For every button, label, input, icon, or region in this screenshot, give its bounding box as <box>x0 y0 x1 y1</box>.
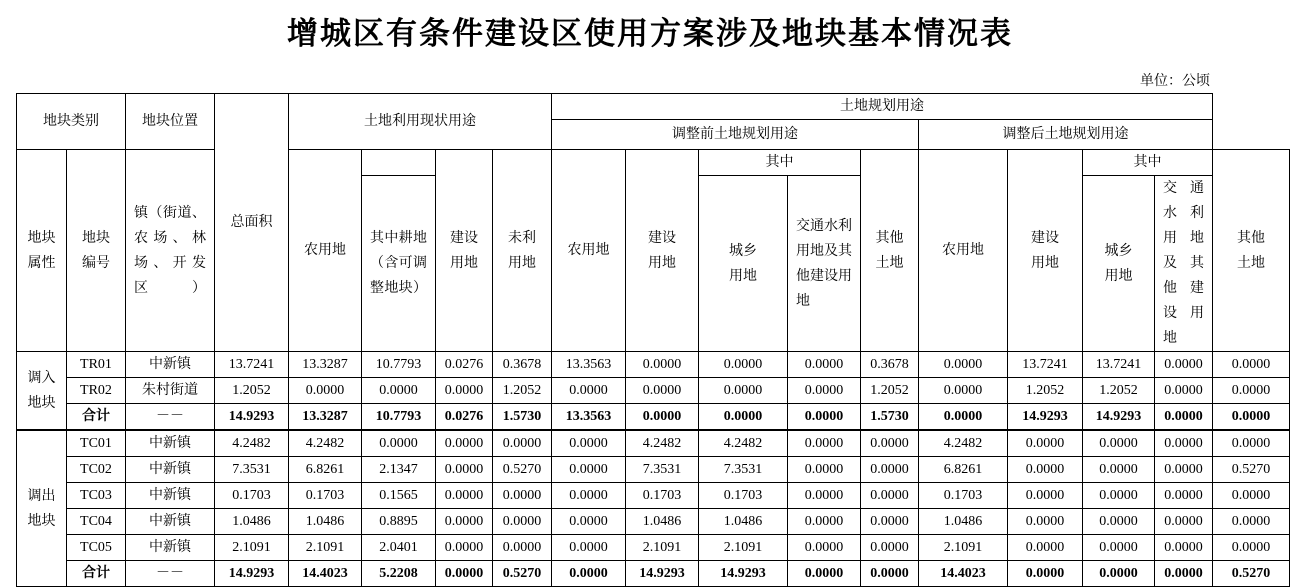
header-cultivated: 其中耕地（含可调整地块） <box>362 176 436 352</box>
cell-value: 0.0276 <box>436 404 493 431</box>
cell-value: 0.0000 <box>362 430 436 457</box>
cell-value: 0.3678 <box>493 352 552 378</box>
cell-value: 0.0000 <box>493 509 552 535</box>
header-after-construction: 建设用地 <box>1008 150 1083 352</box>
cell-value: 0.1703 <box>626 483 699 509</box>
cell-value: 0.0000 <box>1155 352 1213 378</box>
cell-value: 0.0000 <box>1155 535 1213 561</box>
cell-value: 13.3287 <box>289 352 362 378</box>
header-total-area: 总面积 <box>215 94 289 352</box>
cell-value: 1.0486 <box>699 509 788 535</box>
cell-value: 1.0486 <box>919 509 1008 535</box>
cell-value: 0.0000 <box>552 535 626 561</box>
cell-value: 0.0000 <box>861 509 919 535</box>
cell-value: 0.0000 <box>552 561 626 587</box>
parcel-town: 朱村街道 <box>126 378 215 404</box>
header-current-agri: 农用地 <box>289 150 362 352</box>
cell-value: 0.0000 <box>699 378 788 404</box>
table-total-row <box>17 404 1290 431</box>
header-code: 地块编号 <box>67 150 126 352</box>
header-planned-use: 土地规划用途 <box>552 94 1213 120</box>
parcel-code: TR01 <box>67 352 126 378</box>
cell-value: 0.0000 <box>1155 430 1213 457</box>
cell-value: 1.2052 <box>493 378 552 404</box>
table-row <box>17 352 1290 378</box>
cell-value: 0.0000 <box>1155 378 1213 404</box>
cell-value: 13.7241 <box>215 352 289 378</box>
parcel-town: 中新镇 <box>126 509 215 535</box>
cell-value: 0.5270 <box>1213 457 1290 483</box>
table-header <box>17 94 1290 352</box>
cell-value: 0.0000 <box>788 457 861 483</box>
group-label: 调入地块 <box>17 352 67 431</box>
group-label: 调出地块 <box>17 430 67 587</box>
cell-value: 0.0000 <box>861 430 919 457</box>
cell-value: 1.5730 <box>493 404 552 431</box>
cell-value: 1.2052 <box>1083 378 1155 404</box>
cell-value: 7.3531 <box>699 457 788 483</box>
cell-value: 0.0000 <box>626 378 699 404</box>
table-row <box>17 457 1290 483</box>
cell-value: 0.0000 <box>1213 535 1290 561</box>
parcel-code: TC05 <box>67 535 126 561</box>
table-total-row <box>17 561 1290 587</box>
cell-value: 2.1091 <box>289 535 362 561</box>
cell-value: 7.3531 <box>215 457 289 483</box>
cell-value: 4.2482 <box>626 430 699 457</box>
cell-value: 0.0000 <box>788 430 861 457</box>
cell-value: 0.0000 <box>493 430 552 457</box>
table-body <box>17 352 1290 587</box>
cell-value: 2.1091 <box>919 535 1008 561</box>
cell-value: 13.7241 <box>1008 352 1083 378</box>
cell-value: 0.0276 <box>436 352 493 378</box>
table-row <box>17 535 1290 561</box>
cell-value: 0.0000 <box>552 483 626 509</box>
parcel-code: 合计 <box>67 404 126 431</box>
cell-value: 14.9293 <box>1008 404 1083 431</box>
cell-value: 0.0000 <box>493 483 552 509</box>
cell-value: 2.1091 <box>626 535 699 561</box>
cell-value: 13.3287 <box>289 404 362 431</box>
header-before-among: 其中 <box>699 150 861 176</box>
header-after-agri: 农用地 <box>919 150 1008 352</box>
cell-value: 6.8261 <box>289 457 362 483</box>
cell-value: 0.0000 <box>552 430 626 457</box>
cell-value: 1.2052 <box>215 378 289 404</box>
cell-value: 0.0000 <box>436 430 493 457</box>
header-before-agri: 农用地 <box>552 150 626 352</box>
cell-value: 10.7793 <box>362 404 436 431</box>
table-row <box>17 509 1290 535</box>
cell-value: 14.9293 <box>699 561 788 587</box>
table-row <box>17 483 1290 509</box>
header-after-transport: 交通水利用地及其他建设用地 <box>1155 176 1213 352</box>
cell-value: 0.0000 <box>788 561 861 587</box>
cell-value: 2.1091 <box>215 535 289 561</box>
cell-value: 0.0000 <box>699 404 788 431</box>
cell-value: 14.9293 <box>215 404 289 431</box>
cell-value: 1.0486 <box>626 509 699 535</box>
cell-value: 0.1703 <box>699 483 788 509</box>
header-parcel-location: 地块位置 <box>126 94 215 150</box>
cell-value: 0.0000 <box>1155 561 1213 587</box>
parcel-code: TC03 <box>67 483 126 509</box>
cell-value: 0.0000 <box>1155 457 1213 483</box>
cell-value: 14.9293 <box>626 561 699 587</box>
cell-value: 10.7793 <box>362 352 436 378</box>
cell-value: 0.0000 <box>1008 457 1083 483</box>
cell-value: 0.0000 <box>1155 483 1213 509</box>
cell-value: 0.0000 <box>436 378 493 404</box>
cell-value: 0.0000 <box>919 404 1008 431</box>
cell-value: 0.0000 <box>493 535 552 561</box>
parcel-town: 中新镇 <box>126 457 215 483</box>
cell-value: 0.0000 <box>861 483 919 509</box>
cell-value: 4.2482 <box>699 430 788 457</box>
cell-value: 0.0000 <box>436 535 493 561</box>
header-town: 镇（街道、农场、林场、开发区） <box>126 150 215 352</box>
cell-value: 0.5270 <box>493 457 552 483</box>
cell-value: 0.0000 <box>1213 483 1290 509</box>
cell-value: 0.0000 <box>861 561 919 587</box>
cell-value: 0.0000 <box>699 352 788 378</box>
cell-value: 1.0486 <box>289 509 362 535</box>
cell-value: 0.0000 <box>788 352 861 378</box>
parcel-town: －－ <box>126 404 215 431</box>
cell-value: 7.3531 <box>626 457 699 483</box>
cell-value: 0.5270 <box>493 561 552 587</box>
cell-value: 0.0000 <box>861 457 919 483</box>
parcel-town: 中新镇 <box>126 430 215 457</box>
cell-value: 4.2482 <box>919 430 1008 457</box>
cell-value: 0.5270 <box>1213 561 1290 587</box>
cell-value: 13.7241 <box>1083 352 1155 378</box>
cell-value: 1.5730 <box>861 404 919 431</box>
cell-value: 0.0000 <box>362 378 436 404</box>
header-before-adjust: 调整前土地规划用途 <box>552 120 919 150</box>
parcel-code: TC02 <box>67 457 126 483</box>
cell-value: 1.0486 <box>215 509 289 535</box>
header-before-urban-rural: 城乡用地 <box>699 176 788 352</box>
table-row <box>17 378 1290 404</box>
header-current-unused: 未利用地 <box>493 150 552 352</box>
cell-value: 0.0000 <box>1008 535 1083 561</box>
header-parcel-type: 地块类别 <box>17 94 126 150</box>
cell-value: 0.0000 <box>436 509 493 535</box>
cell-value: 0.1565 <box>362 483 436 509</box>
cell-value: 0.3678 <box>861 352 919 378</box>
header-after-adjust: 调整后土地规划用途 <box>919 120 1213 150</box>
cell-value: 0.8895 <box>362 509 436 535</box>
cell-value: 0.0000 <box>919 378 1008 404</box>
cell-value: 0.0000 <box>436 457 493 483</box>
cell-value: 0.0000 <box>626 352 699 378</box>
cell-value: 4.2482 <box>289 430 362 457</box>
cell-value: 2.1091 <box>699 535 788 561</box>
table-row <box>17 430 1290 457</box>
cell-value: 14.4023 <box>919 561 1008 587</box>
header-before-transport: 交通水利用地及其他建设用地 <box>788 176 861 352</box>
cell-value: 0.0000 <box>1083 457 1155 483</box>
cell-value: 0.0000 <box>1155 404 1213 431</box>
cell-value: 4.2482 <box>215 430 289 457</box>
cell-value: 1.2052 <box>1008 378 1083 404</box>
cell-value: 0.1703 <box>215 483 289 509</box>
cell-value: 0.1703 <box>919 483 1008 509</box>
parcel-code: TR02 <box>67 378 126 404</box>
cell-value: 0.0000 <box>1008 561 1083 587</box>
header-after-urban-rural: 城乡用地 <box>1083 176 1155 352</box>
cell-value: 2.0401 <box>362 535 436 561</box>
parcel-code: TC04 <box>67 509 126 535</box>
cell-value: 0.0000 <box>788 535 861 561</box>
cell-value: 14.9293 <box>215 561 289 587</box>
cell-value: 0.0000 <box>1213 378 1290 404</box>
cell-value: 0.0000 <box>436 483 493 509</box>
parcel-town: 中新镇 <box>126 483 215 509</box>
cell-value: 0.0000 <box>1155 509 1213 535</box>
header-before-construction: 建设用地 <box>626 150 699 352</box>
cell-value: 0.0000 <box>1083 483 1155 509</box>
cell-value: 0.0000 <box>1008 509 1083 535</box>
cell-value: 0.0000 <box>1213 430 1290 457</box>
parcel-town: 中新镇 <box>126 352 215 378</box>
cell-value: 6.8261 <box>919 457 1008 483</box>
cell-value: 0.0000 <box>552 378 626 404</box>
header-attr: 地块属性 <box>17 150 67 352</box>
header-current-use: 土地利用现状用途 <box>289 94 552 150</box>
cell-value: 5.2208 <box>362 561 436 587</box>
cell-value: 0.0000 <box>1008 483 1083 509</box>
cell-value: 0.0000 <box>1083 509 1155 535</box>
cell-value: 0.0000 <box>436 561 493 587</box>
parcel-table <box>16 93 1290 587</box>
cell-value: 0.0000 <box>1213 404 1290 431</box>
cell-value: 0.0000 <box>289 378 362 404</box>
cell-value: 0.0000 <box>788 483 861 509</box>
cell-value: 14.4023 <box>289 561 362 587</box>
cell-value: 0.0000 <box>788 404 861 431</box>
cell-value: 0.0000 <box>552 509 626 535</box>
cell-value: 0.0000 <box>1083 535 1155 561</box>
cell-value: 0.1703 <box>289 483 362 509</box>
parcel-town: －－ <box>126 561 215 587</box>
cell-value: 2.1347 <box>362 457 436 483</box>
cell-value: 0.0000 <box>919 352 1008 378</box>
header-before-other: 其他土地 <box>861 150 919 352</box>
unit-label: 单位：公顷 <box>1140 73 1210 89</box>
cell-value: 0.0000 <box>1083 430 1155 457</box>
cell-value: 13.3563 <box>552 352 626 378</box>
cell-value: 0.0000 <box>626 404 699 431</box>
header-after-among: 其中 <box>1083 150 1213 176</box>
cell-value: 0.0000 <box>788 378 861 404</box>
cell-value: 0.0000 <box>1083 561 1155 587</box>
cell-value: 0.0000 <box>788 509 861 535</box>
parcel-code: TC01 <box>67 430 126 457</box>
page-title: 增城区有条件建设区使用方案涉及地块基本情况表 <box>287 16 1013 52</box>
cell-value: 13.3563 <box>552 404 626 431</box>
cell-value: 14.9293 <box>1083 404 1155 431</box>
parcel-town: 中新镇 <box>126 535 215 561</box>
cell-value: 0.0000 <box>1008 430 1083 457</box>
cell-value: 0.0000 <box>1213 352 1290 378</box>
cell-value: 0.0000 <box>552 457 626 483</box>
cell-value: 0.0000 <box>1213 509 1290 535</box>
cell-value: 1.2052 <box>861 378 919 404</box>
cell-value: 0.0000 <box>861 535 919 561</box>
header-after-other: 其他土地 <box>1213 150 1290 352</box>
parcel-code: 合计 <box>67 561 126 587</box>
header-current-construction: 建设用地 <box>436 150 493 352</box>
